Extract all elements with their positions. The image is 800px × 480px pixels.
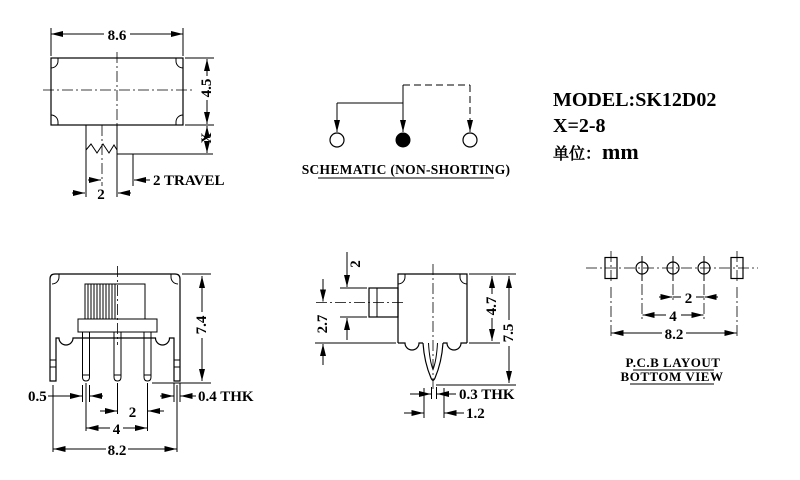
schematic-view [302,85,511,178]
pcb-label-line1: P.C.B LAYOUT [625,355,721,370]
terminal-open-right [463,133,477,147]
pin [83,332,90,381]
unit-label-text: 单位： [553,146,602,163]
pin [144,332,151,381]
dim-top-x: X [199,132,215,144]
front-view [28,266,254,459]
corner-tab [52,274,59,284]
model-text: MODEL:SK12D02 [553,89,717,111]
dim-top-travel: 2 TRAVEL [153,173,225,189]
unit-value-text: mm [602,139,639,164]
break-line [86,144,117,153]
dim-front-overall-width: 8.2 [107,443,127,459]
pcb-layout-view [586,251,758,384]
dim-top-width: 8.6 [107,28,127,44]
dim-side-stem-offset: 2.7 [315,314,331,334]
corner-tab [171,274,178,284]
corner-tab [51,115,58,125]
corner-tab [460,274,467,284]
dim-side-pin-thickness: 0.3 THK [459,387,515,403]
pcb-label-line2: BOTTOM VIEW [620,369,724,384]
dim-front-pin-width: 0.5 [28,389,47,405]
corner-tab [176,115,183,125]
corner-tab [398,274,405,284]
dim-top-height: 4.5 [199,78,215,98]
terminal-open-left [330,133,344,147]
schematic-label: SCHEMATIC (NON-SHORTING) [301,162,511,177]
dim-front-height: 7.4 [194,315,210,335]
side-body-bottom [398,343,467,350]
dim-side-overall-height: 7.5 [501,323,517,343]
dim-side-stem-height: 2 [348,260,364,268]
dim-front-pin-pitch: 2 [128,405,137,421]
side-body-outline [398,274,467,343]
title-block [553,89,716,164]
corner-tab [176,58,183,68]
dim-front-tab-thickness: 0.4 THK [198,389,254,405]
dim-pcb-span: 4 [669,309,677,325]
corner-tab [51,58,58,68]
dim-pcb-overall: 8.2 [664,327,684,343]
dim-side-pin-width: 1.2 [466,406,485,422]
side-view [315,252,517,422]
terminal-common-filled [396,133,410,147]
dim-side-body-height: 4.7 [484,296,500,316]
dim-pcb-pitch: 2 [684,291,693,307]
pin [114,332,121,381]
dim-top-stem-width: 2 [97,187,105,203]
dim-front-pin-span: 4 [112,422,121,438]
top-view [43,28,225,203]
knob-serrations [88,284,112,319]
x-range-text: X=2-8 [553,115,606,137]
